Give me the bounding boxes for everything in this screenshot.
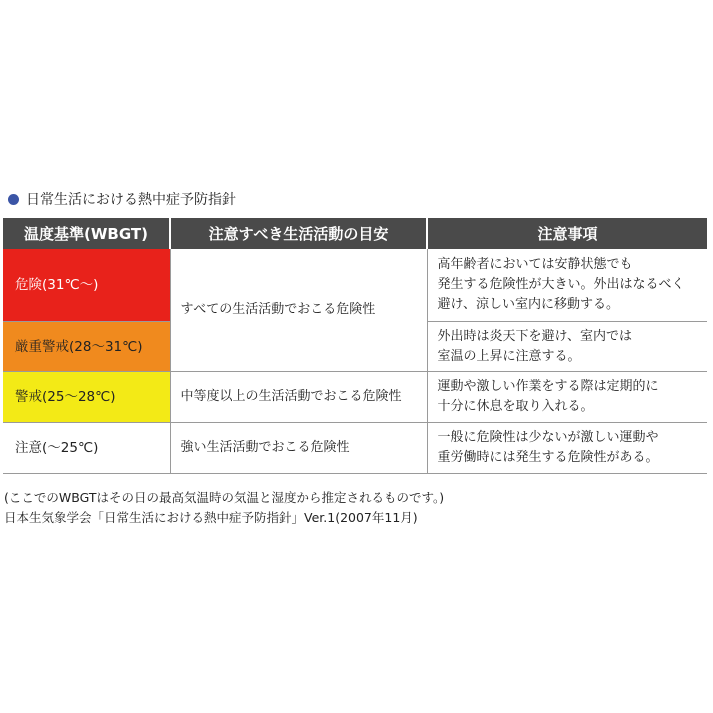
table-header-row xyxy=(3,218,707,249)
note-line: 避け、涼しい室内に移動する。 xyxy=(437,297,619,312)
notes-cell xyxy=(427,249,707,322)
notes-cell xyxy=(427,423,707,474)
section-heading xyxy=(6,188,236,210)
header-notes: 注意事項 xyxy=(427,218,707,249)
note-line: 外出時は炎天下を避け、室内では xyxy=(437,328,632,344)
footnote-source: 日本生気象学会「日常生活における熱中症予防指針」Ver.1(2007年11月) xyxy=(4,510,418,525)
level-danger: 危険(31℃〜) xyxy=(3,249,170,322)
level-severe: 厳重警戒(28〜31℃) xyxy=(3,322,170,372)
note-line: 発生する危険性が大きい。外出はなるべく xyxy=(437,277,685,292)
note-line: 運動や激しい作業をする際は定期的に xyxy=(437,379,659,394)
activity-cell: 強い生活活動でおこる危険性 xyxy=(170,423,427,474)
footnote-wbgt: (ここでのWBGTはその日の最高気温時の気温と湿度から推定されるものです。) xyxy=(4,490,445,505)
footnotes xyxy=(4,488,444,528)
note-line: 十分に休息を取り入れる。 xyxy=(437,399,594,414)
table-row xyxy=(3,372,707,423)
table-row xyxy=(3,249,707,322)
level-warning: 警戒(25〜28℃) xyxy=(3,372,170,423)
bullet-icon xyxy=(8,194,19,205)
table-row xyxy=(3,423,707,474)
level-caution: 注意(〜25℃) xyxy=(3,423,170,474)
note-line: 高年齢者においては安静状態でも xyxy=(437,257,633,272)
note-line: 重労働時には発生する危険性がある。 xyxy=(437,450,659,465)
note-line: 室温の上昇に注意する。 xyxy=(437,348,581,364)
note-line: 一般に危険性は少ないが激しい運動や xyxy=(437,430,659,445)
header-wbgt: 温度基準(WBGT) xyxy=(3,218,170,249)
heading-text: 日常生活における熱中症予防指針 xyxy=(26,192,236,208)
header-activity: 注意すべき生活活動の目安 xyxy=(170,218,427,249)
activity-cell: 中等度以上の生活活動でおこる危険性 xyxy=(170,372,427,423)
activity-cell: すべての生活活動でおこる危険性 xyxy=(170,249,427,372)
notes-cell xyxy=(427,322,707,372)
notes-cell xyxy=(427,372,707,423)
heatstroke-guideline-table xyxy=(3,218,707,474)
